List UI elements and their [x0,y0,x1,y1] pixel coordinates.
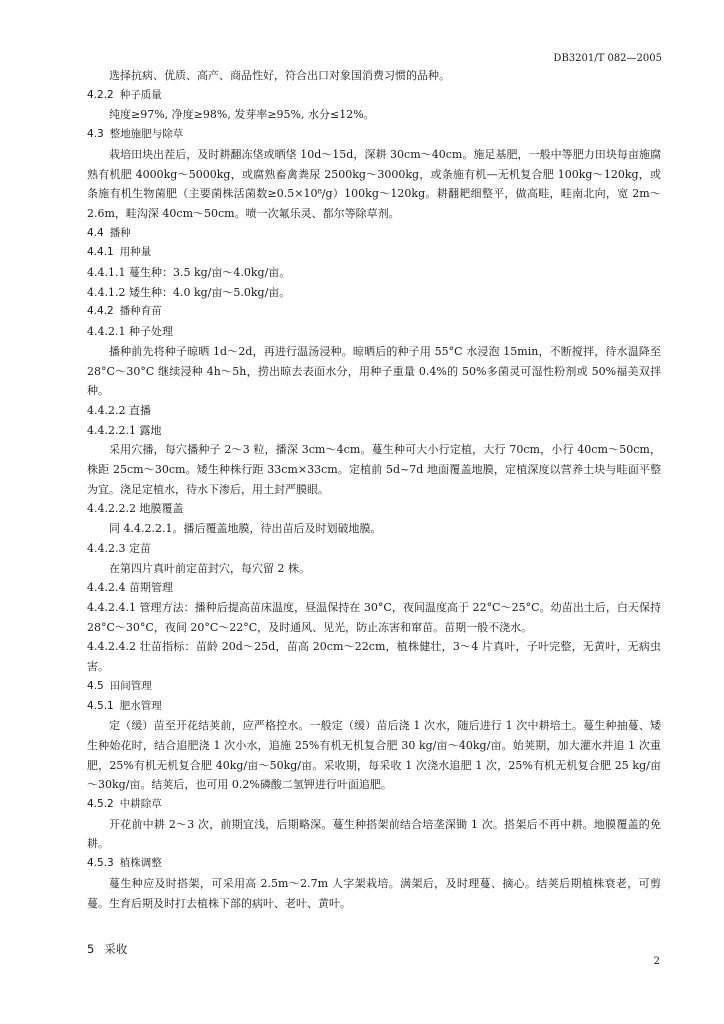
paragraph: 定（缓）苗至开花结荚前，应严格控水。一般定（缓）苗后浇 1 次水，随后进行 1 次中耕培土。蔓生种抽蔓、矮生种始花时，结合追肥浇 1 次小水，追施 25%有机无机复合肥 30 kg/亩～40kg/亩。始荚期，加大灌水并追 1 次重肥，25%有机无机复合肥 40kg/亩～50kg/亩。采收期，每采收 1 次浇水追肥 1 次，25%有机无机复合肥 25 kg/亩～30kg/亩。结荚后，也可用 0.2%磷酸二氢钾进行叶面追肥。 [87,719,661,792]
section-number: 4.4.2 [87,305,114,318]
section-title: 植株调整 [119,857,162,870]
subsection-line: 4.4.2.2 直播 [87,403,151,417]
subsection-line: 4.4.2.2.1 露地 [87,423,162,437]
section-heading [87,125,661,145]
section-title: 肥水管理 [119,699,162,712]
subsection-line: 4.4.2.2.2 地膜覆盖 [87,502,184,516]
section-title: 中耕除草 [119,798,162,811]
section-heading [87,677,661,697]
section-title: 田间管理 [109,679,152,692]
section-number: 4.4 [87,226,104,239]
spacer [87,913,661,935]
paragraph: 播种前先将种子晾晒 1d～2d，再进行温汤浸种。晾晒后的种子用 55°C 水浸泡 15min，不断搅拌，待水温降至 28°C～30°C 继续浸种 4h～5h，捞出晾去表面水分，用种子重量 0.4%的 50%多菌灵可湿性粉剂或 50%福美双拌种。 [87,344,661,398]
section-number: 4.2.2 [87,88,114,101]
document-code: DB3201/T 082—2005 [553,53,662,64]
subsection-line: 4.4.2.3 定苗 [87,541,151,555]
document-body [87,66,661,959]
paragraph: 同 4.4.2.2.1。播后覆盖地膜，待出苗后及时划破地膜。 [109,522,382,536]
section-title: 播种 [109,226,131,239]
section-heading [87,243,661,263]
section-number: 4.5.1 [87,699,114,712]
paragraph: 开花前中耕 2～3 次，前期宜浅，后期略深。蔓生种搭架前结合培垄深锄 1 次。搭架后不再中耕。地膜覆盖的免耕。 [87,817,661,851]
chapter-title: 采收 [104,942,128,957]
section-number: 4.5.2 [87,798,114,811]
subsection-line: 4.4.2.1 种子处理 [87,325,173,339]
section-heading [87,86,661,106]
subsection-line: 4.4.1.1 蔓生种：3.5 kg/亩～4.0kg/亩。 [87,266,291,280]
paragraph: 蔓生种应及时搭架，可采用高 2.5m～2.7m 人字架栽培。满架后，及时理蔓、摘心。结荚后期植株衰老，可剪蔓。生育后期及时打去植株下部的病叶、老叶、黄叶。 [87,876,661,910]
paragraph: 采用穴播，每穴播种子 2～3 粒，播深 3cm～4cm。蔓生种可大小行定植，大行 70cm，小行 40cm～50cm，株距 25cm～30cm。矮生种株行距 33cm×33cm。定植前 5d~7d 地面覆盖地膜，定植深度以营养土块与畦面平整为宜。浇足定植水，待水下渗后，用土封严膜眼。 [87,443,661,496]
numbered-paragraph: 4.4.2.4.2 壮苗指标：苗龄 20d～25d，苗高 20cm～22cm，植株健壮，3～4 片真叶，子叶完整，无黄叶，无病虫害。 [87,640,661,674]
chapter-number: 5 [87,942,95,957]
section-title: 播种育苗 [119,305,162,318]
paragraph: 栽培田块出茬后，及时耕翻冻垡或晒垡 10d～15d，深耕 30cm～40cm。施足基肥，一般中等肥力田块每亩施腐熟有机肥 4000kg～5000kg，或腐熟畜禽粪尿 2500kg～3000kg，或条施有机—无机复合肥 100kg～120kg，或条施有机生物菌肥（主要菌株活菌数≥0.5×10⁸/g）100kg～120kg。耕翻耙细整平，做高畦，畦南北向，宽 2m～2.6m，畦沟深 40cm～50cm。喷一次氟乐灵、都尔等除草剂。 [87,147,661,220]
numbered-paragraph: 4.4.2.4.1 管理方法：播种后提高苗床温度，昼温保持在 30°C，夜间温度高于 22°C～25°C。幼苗出土后，白天保持 28°C～30°C，夜间 20°C～22°C，及时通风、见光，防止冻害和窜苗。苗期一般不浇水。 [87,600,661,634]
section-heading [87,302,661,322]
section-number: 4.4.1 [87,246,114,259]
section-heading [87,795,661,815]
section-number: 4.5.3 [87,857,114,870]
section-title: 种子质量 [119,88,162,101]
section-heading [87,224,661,244]
paragraph: 纯度≥97%, 净度≥98%, 发芽率≥95%, 水分≤12%。 [109,108,375,122]
section-heading [87,854,661,874]
section-number: 4.5 [87,679,104,692]
section-title: 用种量 [119,246,152,259]
section-title: 整地施肥与除草 [109,128,184,141]
section-heading [87,697,661,717]
section-number: 4.3 [87,128,104,141]
page-number: 2 [653,956,660,967]
paragraph: 选择抗病、优质、高产、商品性好，符合出口对象国消费习惯的品种。 [109,69,450,82]
subsection-line: 4.4.2.4 苗期管理 [87,581,173,595]
subsection-line: 4.4.1.2 矮生种：4.0 kg/亩～5.0kg/亩。 [87,285,291,299]
paragraph: 在第四片真叶前定苗封穴，每穴留 2 株。 [109,561,310,575]
chapter-heading [87,939,661,959]
